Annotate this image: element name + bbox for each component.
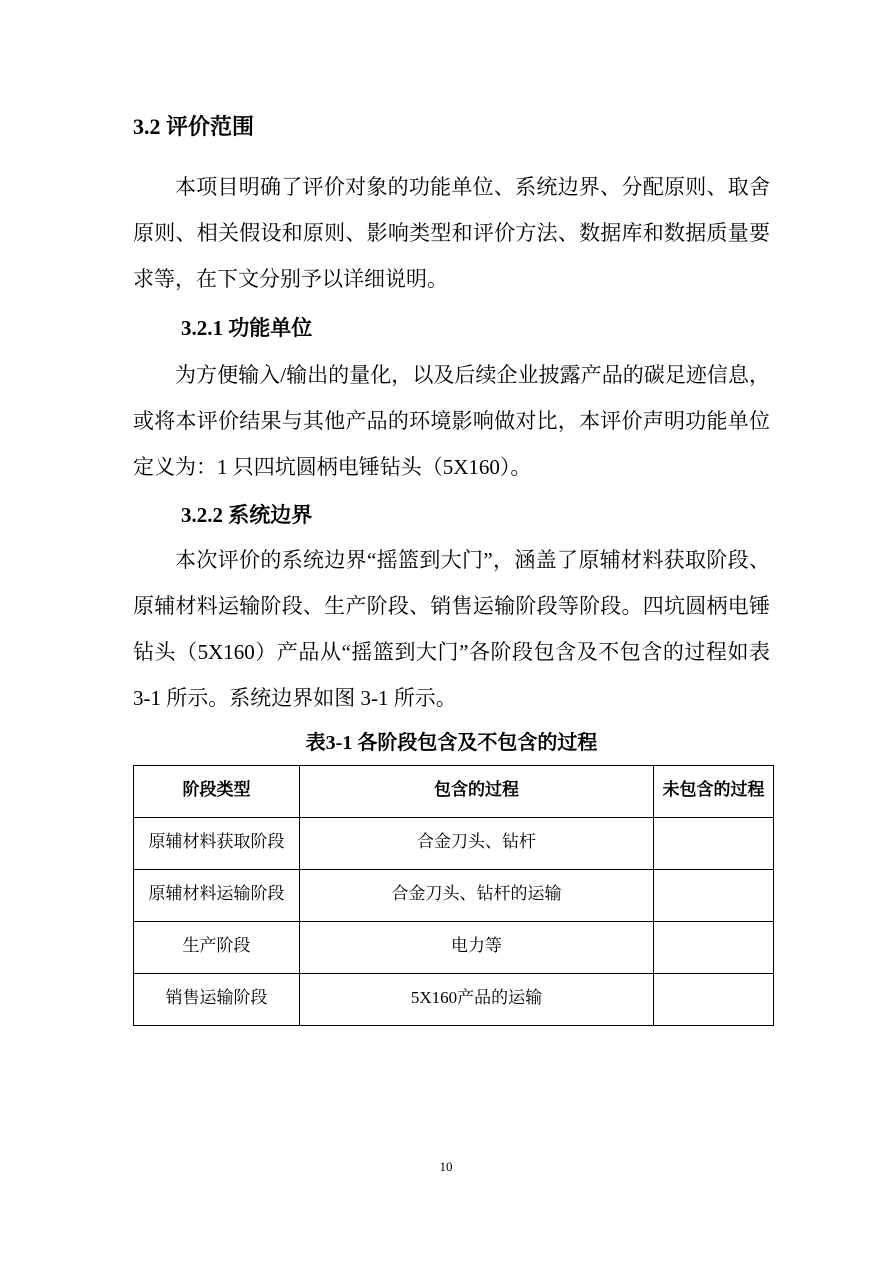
cell-included: 电力等 xyxy=(300,922,654,974)
table-row xyxy=(134,922,774,974)
cell-stage: 原辅材料获取阶段 xyxy=(134,818,300,870)
cell-included: 合金刀头、钻杆的运输 xyxy=(300,870,654,922)
cell-stage: 生产阶段 xyxy=(134,922,300,974)
table-row xyxy=(134,974,774,1026)
table-row xyxy=(134,818,774,870)
cell-included: 合金刀头、钻杆 xyxy=(300,818,654,870)
paragraph-functional-unit: 为方便输入/输出的量化，以及后续企业披露产品的碳足迹信息，或将本评价结果与其他产品的环境影响做对比，本评价声明功能单位定义为：1 只四坑圆柄电锤钻头（5X160）。 xyxy=(133,363,770,479)
column-header-included-process: 包含的过程 xyxy=(300,766,654,818)
table-caption: 表3-1 各阶段包含及不包含的过程 xyxy=(305,732,598,754)
paragraph-scope-intro: 本项目明确了评价对象的功能单位、系统边界、分配原则、取舍原则、相关假设和原则、影响类型和评价方法、数据库和数据质量要求等，在下文分别予以详细说明。 xyxy=(133,175,770,291)
cell-excluded xyxy=(654,870,774,922)
table-header-row xyxy=(134,766,774,818)
paragraph-system-boundary: 本次评价的系统边界“摇篮到大门”，涵盖了原辅材料获取阶段、原辅材料运输阶段、生产阶段、销售运输阶段等阶段。四坑圆柄电锤钻头（5X160）产品从“摇篮到大门”各阶段包含及不包含的过程如表 3-1 所示。系统边界如图 3-1 所示。 xyxy=(133,548,770,710)
column-header-stage-type: 阶段类型 xyxy=(134,766,300,818)
page-number: 10 xyxy=(439,1159,453,1174)
cell-excluded xyxy=(654,974,774,1026)
stages-table xyxy=(133,765,774,1026)
cell-stage: 原辅材料运输阶段 xyxy=(134,870,300,922)
cell-included: 5X160产品的运输 xyxy=(300,974,654,1026)
section-heading: 3.2 评价范围 xyxy=(133,114,255,139)
subsection-heading-functional-unit: 3.2.1 功能单位 xyxy=(181,316,313,340)
subsection-heading-system-boundary: 3.2.2 系统边界 xyxy=(181,503,313,527)
cell-stage: 销售运输阶段 xyxy=(134,974,300,1026)
cell-excluded xyxy=(654,818,774,870)
column-header-excluded-process: 未包含的过程 xyxy=(654,766,774,818)
cell-excluded xyxy=(654,922,774,974)
table-row xyxy=(134,870,774,922)
